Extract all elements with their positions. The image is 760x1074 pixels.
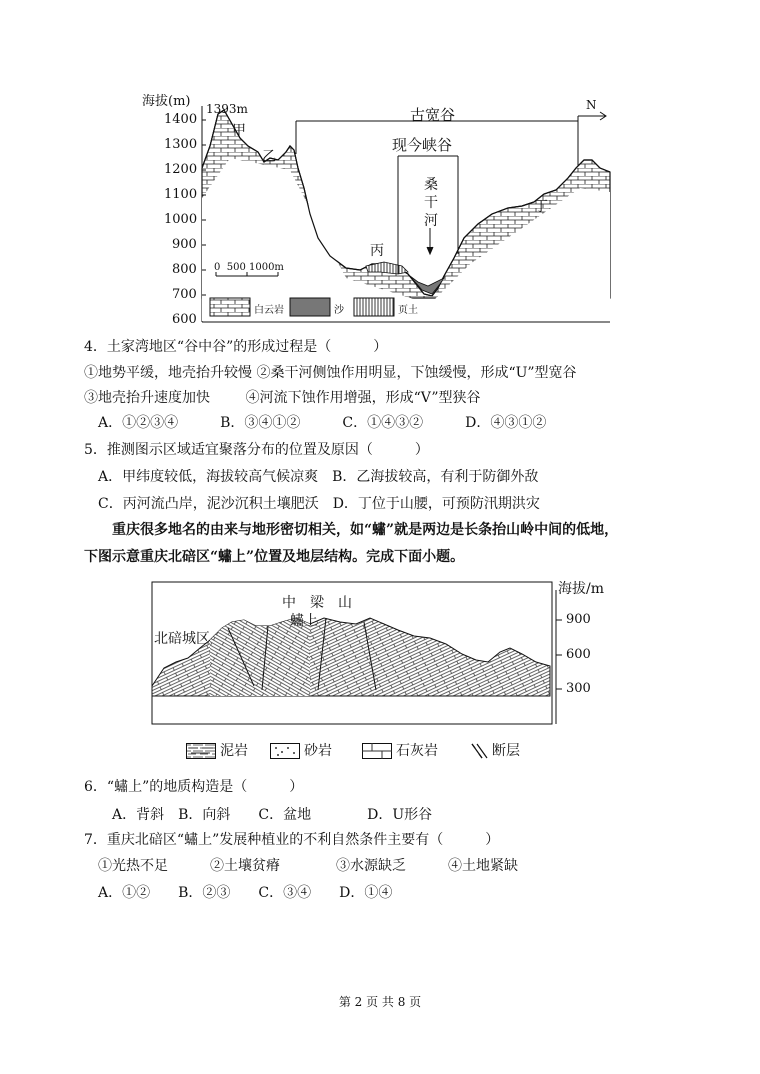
q6-stem: 6．“蟰上”的地质构造是（ ）	[84, 779, 304, 795]
y-tick-700: 700	[172, 287, 197, 302]
legend-dolomite: 白云岩	[254, 305, 284, 316]
modern-gorge-label: 现今峡谷	[392, 136, 453, 154]
fig2-tick-600: 600	[566, 647, 591, 662]
mudstone-swatch	[186, 743, 216, 759]
north-label: N	[586, 98, 597, 112]
label-yi: 乙	[262, 149, 276, 165]
city-label: 北碚城区	[154, 631, 210, 647]
mountain-label: 中 梁 山	[282, 595, 352, 611]
y-axis-title: 海拔(m)	[142, 94, 191, 109]
y-tick-1000: 1000	[164, 212, 198, 227]
legend-mudstone: 泥岩	[220, 743, 248, 759]
sandstone-swatch	[270, 743, 300, 759]
question-4	[84, 337, 744, 431]
ancient-valley-label: 古宽谷	[410, 106, 456, 124]
q7-options: A．①② B．②③ C．③④ D．①④	[98, 885, 393, 901]
river-label: 桑干河	[424, 177, 438, 229]
scale-text: 0 500 1000m	[214, 262, 284, 273]
fig2-tick-900: 900	[566, 612, 591, 627]
q4-options: A．①②③④ B．③④①② C．①④③② D．④③①②	[98, 415, 547, 431]
q7-stem: 7．重庆北碚区“蟰上”发展种植业的不利自然条件主要有（ ）	[84, 832, 500, 848]
label-jia: 甲	[232, 123, 246, 139]
fig2-tick-300: 300	[566, 681, 591, 696]
label-ding: 丁	[534, 199, 548, 215]
geology-section-figure	[150, 578, 630, 758]
y-tick-900: 900	[172, 237, 197, 252]
question-6	[84, 777, 744, 829]
legend-shale: 页土	[398, 305, 418, 316]
q6-options: A．背斜 B．向斜 C．盆地 D．U形谷	[112, 807, 433, 823]
q7-items: ①光热不足 ②土壤贫瘠 ③水源缺乏 ④土地紧缺	[98, 858, 518, 874]
legend-sand: 沙	[334, 305, 344, 316]
place-label: 蟰上	[290, 613, 318, 629]
y-tick-1100: 1100	[164, 187, 198, 202]
y-tick-800: 800	[172, 262, 197, 277]
material-intro	[84, 520, 754, 570]
limestone-swatch	[362, 743, 392, 759]
q5-stem: 5．推测图示区域适宜聚落分布的位置及原因（ ）	[84, 442, 429, 458]
q4-stem: 4．土家湾地区“谷中谷”的形成过程是（ ）	[84, 339, 388, 355]
y-tick-1200: 1200	[164, 162, 198, 177]
q5-options-ab: A．甲纬度较低，海拔较高气候凉爽 B．乙海拔较高，有利于防御外敌	[98, 469, 539, 485]
page-footer: 第 2 页 共 8 页	[338, 995, 422, 1009]
fault-icon	[468, 742, 490, 760]
q5-options-cd: C．丙河流凸岸，泥沙沉积土壤肥沃 D．丁位于山腰，可预防汛期洪灾	[98, 496, 540, 512]
intro-line-2: 下图示意重庆北碚区“蟰上”位置及地层结构。完成下面小题。	[84, 549, 465, 565]
intro-line-1: 重庆很多地名的由来与地形密切相关，如“蟰”就是两边是长条抬山岭中间的低地，	[112, 522, 619, 538]
question-7	[84, 830, 744, 910]
y-tick-1400: 1400	[164, 112, 198, 127]
fig2-y-axis-title: 海拔/m	[558, 581, 604, 597]
legend-fault: 断层	[492, 743, 520, 759]
q4-items-2: ③地壳抬升速度加快 ④河流下蚀作用增强，形成“V”型狭谷	[84, 390, 481, 406]
geology-section-svg	[150, 578, 630, 758]
legend-limestone: 石灰岩	[396, 743, 438, 759]
valley-profile-svg	[140, 88, 620, 326]
geology-legend	[186, 740, 546, 762]
y-tick-1300: 1300	[164, 137, 198, 152]
valley-profile-figure	[140, 88, 620, 326]
label-bing: 丙	[370, 243, 384, 259]
q4-items-1: ①地势平缓，地壳抬升较慢 ②桑干河侧蚀作用明显，下蚀缓慢，形成“U”型宽谷	[84, 365, 577, 381]
legend-sandstone: 砂岩	[304, 743, 332, 759]
peak-label: 1393m	[206, 102, 248, 116]
question-5	[84, 440, 744, 520]
y-tick-600: 600	[172, 312, 197, 327]
